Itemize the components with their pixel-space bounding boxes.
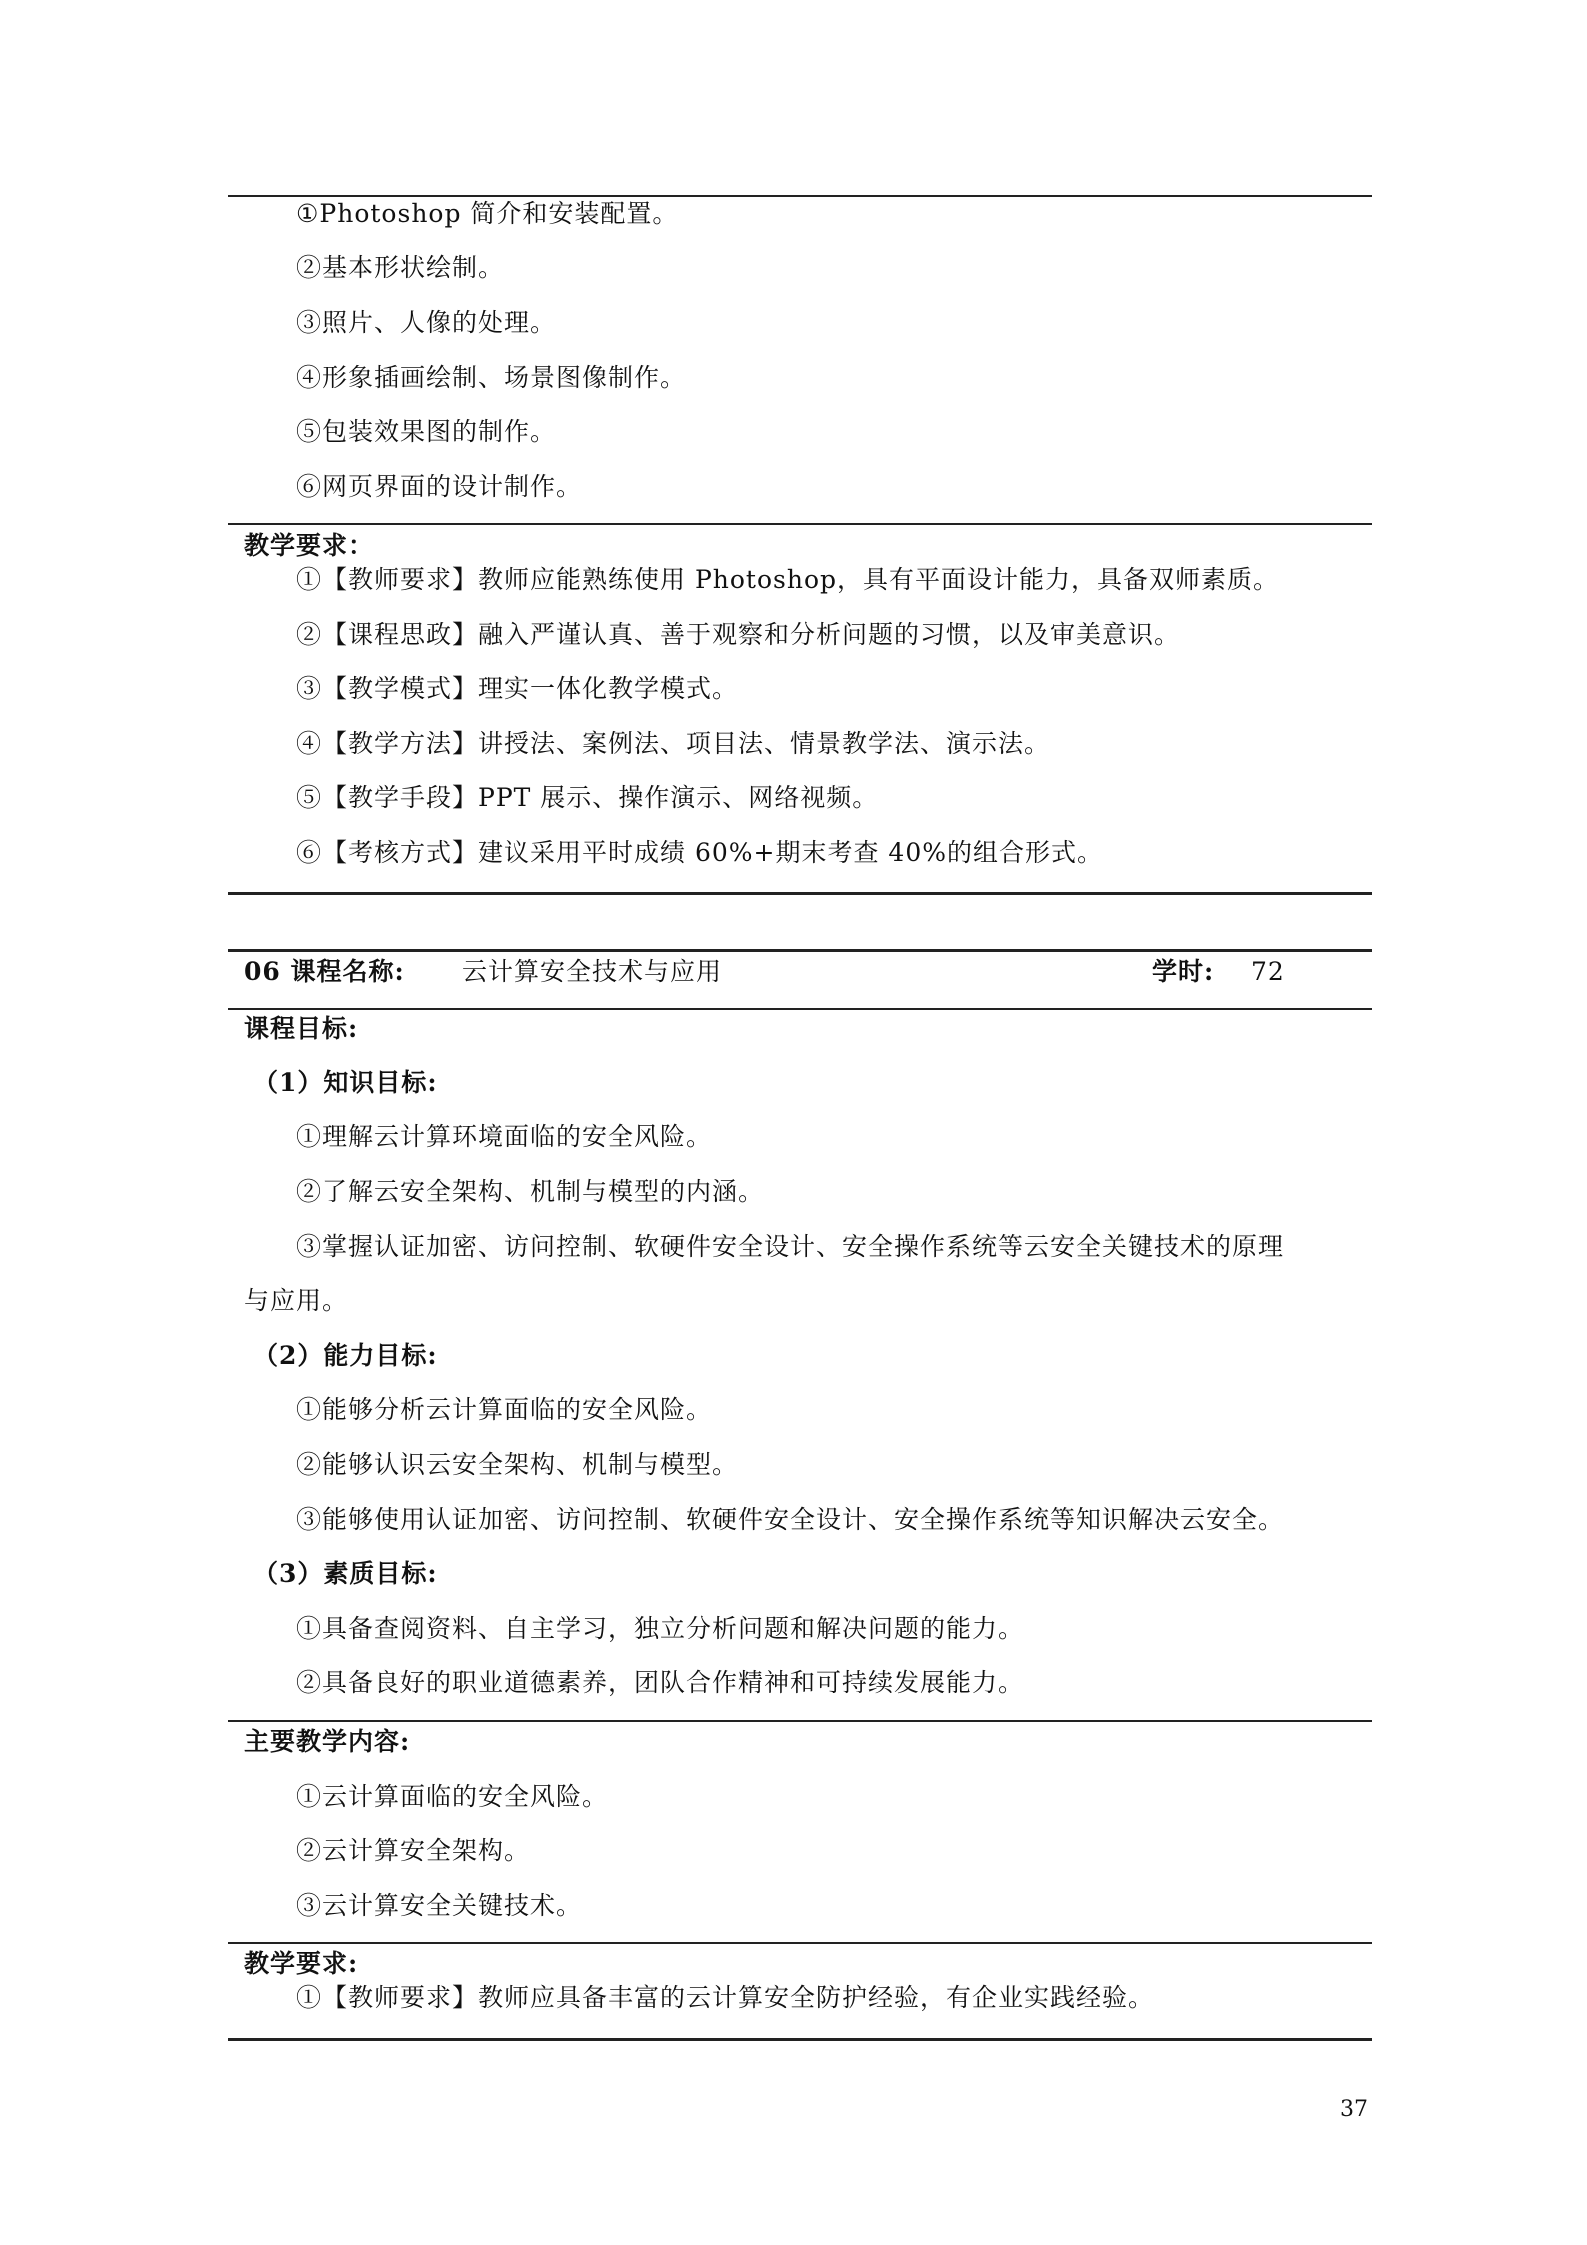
content-item: ⑤包装效果图的制作。	[296, 417, 557, 446]
page-number: 37	[1340, 2097, 1368, 2122]
row-divider	[228, 1720, 1372, 1722]
table-bottom-rule	[228, 892, 1372, 895]
ability-item: ②能够认识云安全架构、机制与模型。	[296, 1450, 739, 1479]
row-divider	[228, 1008, 1372, 1010]
knowledge-item-continuation: 与应用。	[244, 1286, 349, 1315]
content-item: ⑥网页界面的设计制作。	[296, 472, 583, 501]
requirement-item: ⑥【考核方式】建议采用平时成绩 60%+期末考查 40%的组合形式。	[296, 838, 1103, 867]
section-label: 教学要求：	[244, 531, 375, 560]
course-hours: 72	[1251, 957, 1285, 986]
knowledge-item: ①理解云计算环境面临的安全风险。	[296, 1122, 713, 1151]
content-item: ①Photoshop 简介和安装配置。	[296, 199, 679, 228]
ability-item: ①能够分析云计算面临的安全风险。	[296, 1395, 713, 1424]
table-top-rule	[228, 195, 1372, 197]
requirement-item: ①【教师要求】教师应具备丰富的云计算安全防护经验，有企业实践经验。	[296, 1983, 1155, 2012]
section-label: 教学要求:	[244, 1949, 359, 1978]
subsection-label: （3）素质目标:	[253, 1559, 438, 1588]
table-top-rule	[228, 949, 1372, 952]
requirement-item: ⑤【教学手段】PPT 展示、操作演示、网络视频。	[296, 783, 879, 812]
content-item: ②基本形状绘制。	[296, 253, 505, 282]
content-item: ④形象插画绘制、场景图像制作。	[296, 363, 687, 392]
quality-item: ①具备查阅资料、自主学习，独立分析问题和解决问题的能力。	[296, 1614, 1025, 1643]
requirement-item: ②【课程思政】融入严谨认真、善于观察和分析问题的习惯，以及审美意识。	[296, 620, 1181, 649]
course-name-label: 06 课程名称:	[244, 957, 405, 986]
course-hours-label: 学时:	[1152, 957, 1215, 986]
content-item: ②云计算安全架构。	[296, 1836, 531, 1865]
row-divider	[228, 1942, 1372, 1944]
section-label: 主要教学内容:	[244, 1727, 411, 1756]
requirement-item: ①【教师要求】教师应能熟练使用 Photoshop，具有平面设计能力，具备双师素质。	[296, 565, 1280, 594]
content-item: ①云计算面临的安全风险。	[296, 1782, 609, 1811]
content-item: ③云计算安全关键技术。	[296, 1891, 583, 1920]
knowledge-item: ③掌握认证加密、访问控制、软硬件安全设计、安全操作系统等云安全关键技术的原理	[296, 1232, 1285, 1261]
subsection-label: （1）知识目标:	[253, 1068, 438, 1097]
row-divider	[228, 523, 1372, 525]
ability-item: ③能够使用认证加密、访问控制、软硬件安全设计、安全操作系统等知识解决云安全。	[296, 1505, 1285, 1534]
table-bottom-rule	[228, 2038, 1372, 2041]
section-label: 课程目标:	[244, 1014, 359, 1043]
knowledge-item: ②了解云安全架构、机制与模型的内涵。	[296, 1177, 765, 1206]
course-name: 云计算安全技术与应用	[462, 957, 723, 986]
requirement-item: ④【教学方法】讲授法、案例法、项目法、情景教学法、演示法。	[296, 729, 1051, 758]
subsection-label: （2）能力目标:	[253, 1341, 438, 1370]
quality-item: ②具备良好的职业道德素养，团队合作精神和可持续发展能力。	[296, 1668, 1025, 1697]
requirement-item: ③【教学模式】理实一体化教学模式。	[296, 674, 739, 703]
content-item: ③照片、人像的处理。	[296, 308, 557, 337]
